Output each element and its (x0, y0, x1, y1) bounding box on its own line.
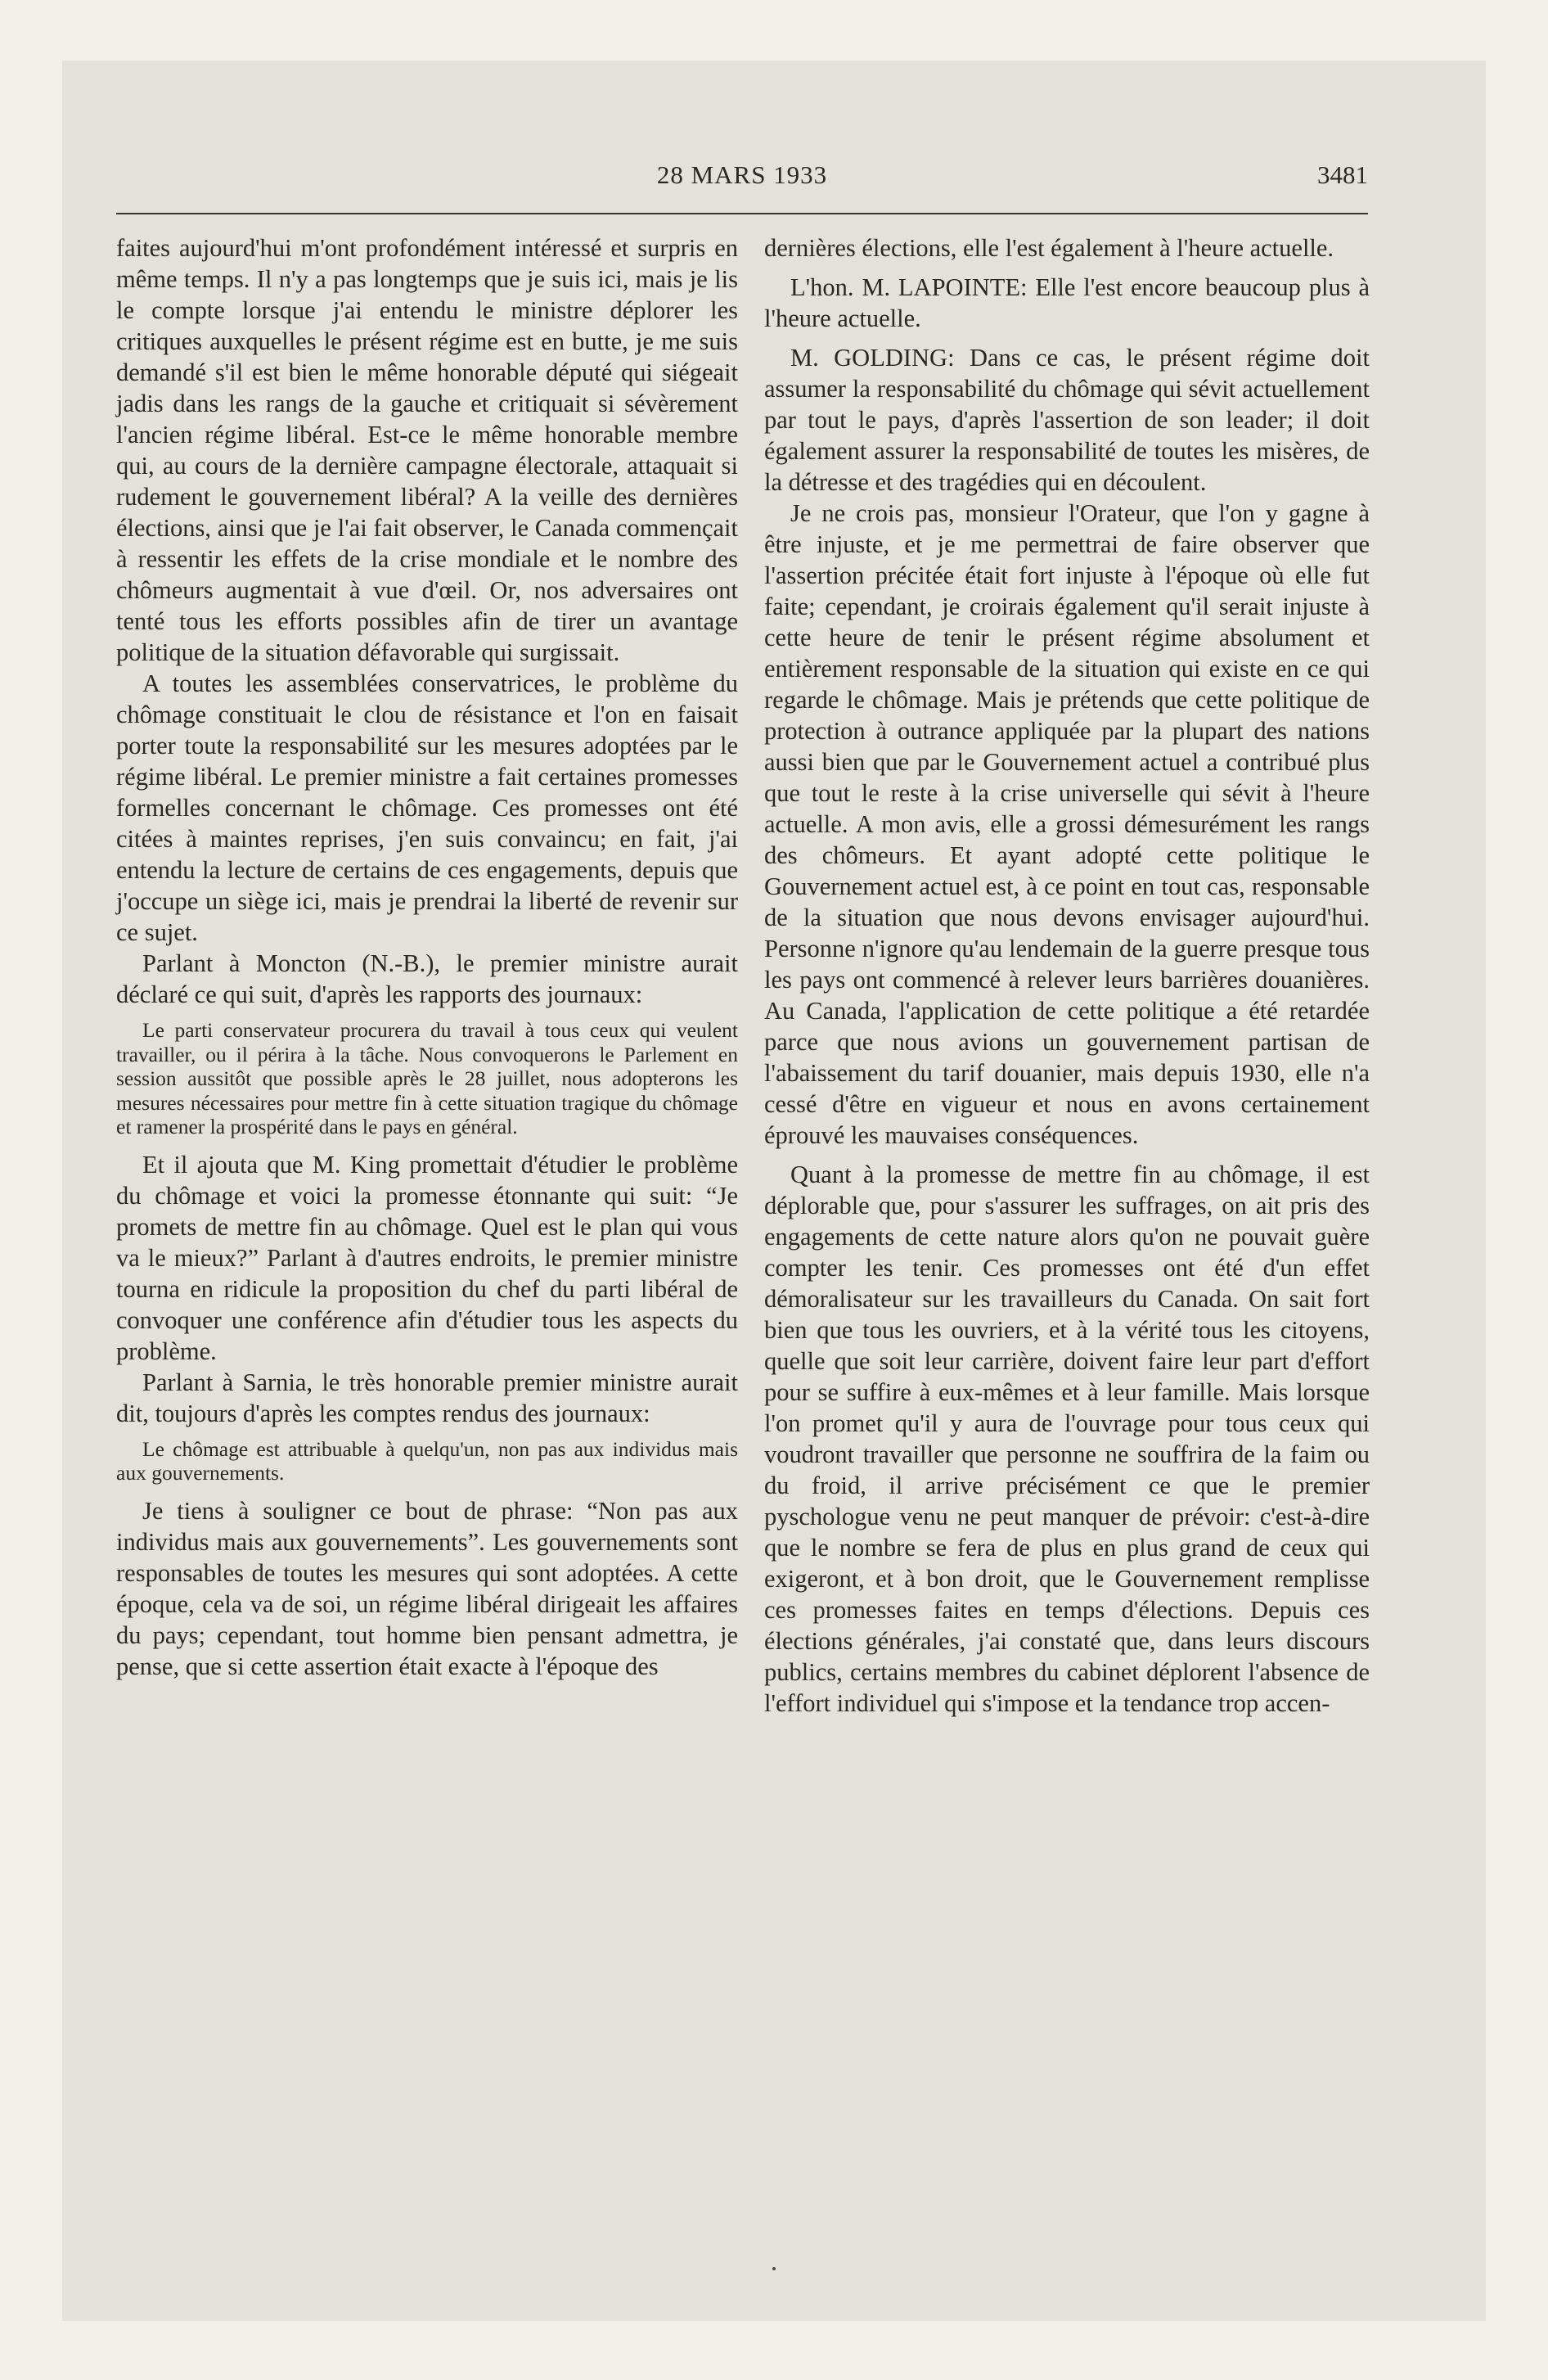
paragraph: Et il ajouta que M. King promettait d'étudier le problème du chômage et voici la promesse étonnante qui suit: “Je promets de mettre fin au chômage. Quel est le plan qui vous va le mieux?” Parlant à d'autres endroits, le premier ministre tourna en ridicule la proposition du chef du parti libéral de convoquer une conférence afin d'étudier tous les aspects du problème. (116, 1150, 738, 1365)
paragraph: L'hon. M. LAPOINTE: Elle l'est encore beaucoup plus à l'heure actuelle. (764, 273, 1370, 332)
page-mark (772, 2267, 776, 2270)
paragraph: M. GOLDING: Dans ce cas, le présent régime doit assumer la responsabilité du chômage qui sévit actuellement par tout le pays, d'après l'assertion de son leader; il doit également assurer la responsabilité de toutes les misères, de la détresse et des tragédies qui en découlent. (764, 344, 1370, 496)
left-column (116, 232, 738, 1682)
header-rule (116, 213, 1368, 214)
paragraph: dernières élections, elle l'est également à l'heure actuelle. (764, 234, 1334, 262)
page-header (116, 160, 1368, 193)
paragraph: Je tiens à souligner ce bout de phrase: “Non pas aux individus mais aux gouvernements”. Les gouvernements sont responsables de toutes les mesures qui sont adoptées. A cette époque, cela va de soi, un régime libéral dirigeait les affaires du pays; cependant, tout homme bien pensant admettra, je pense, que si cette assertion était exacte à l'époque des (116, 1496, 738, 1680)
paragraph: Je ne crois pas, monsieur l'Orateur, que l'on y gagne à être injuste, et je me permettrai de faire observer que l'assertion précitée était fort injuste à l'époque où elle fut faite; cependant, je croirais également qu'il serait injuste à cette heure de tenir le présent régime absolument et entièrement responsable de la situation qui existe en ce qui regarde le chômage. Mais je prétends que cette politique de protection à outrance appliquée par la plupart des nations aussi bien que par le Gouvernement actuel a contribué plus que tout le reste à la crise universelle qui sévit à l'heure actuelle. A mon avis, elle a grossi démesurément les rangs des chômeurs. Et ayant adopté cette politique le Gouvernement actuel est, à ce point en tout cas, responsable de la situation que nous devons envisager aujourd'hui. Personne n'ignore qu'au lendemain de la guerre presque tous les pays ont commencé à relever leurs barrières douanières. Au Canada, l'application de cette politique a été retardée parce que nous avions un gouvernement partisan de l'abaissement du tarif douanier, mais depuis 1930, elle n'a cessé d'être en vigueur et nous en avons certainement éprouvé les mauvaises conséquences. (764, 499, 1370, 1149)
page-number: 3481 (1317, 160, 1368, 189)
paragraph: A toutes les assemblées conservatrices, le problème du chômage constituait le clou de résistance et l'on en faisait porter toute la responsabilité sur les mesures adoptées par le régime libéral. Le premier ministre a fait certaines promesses formelles concernant le chômage. Ces promesses ont été citées à maintes reprises, j'en suis convaincu; en fait, j'ai entendu la lecture de certains de ces engagements, depuis que j'occupe un siège ici, mais je prendrai la liberté de revenir sur ce sujet. (116, 669, 738, 946)
block-quote: Le parti conservateur procurera du travail à tous ceux qui veulent travailler, ou il périra à la tâche. Nous convoquerons le Parlement en session aussitôt que possible après le 28 juillet, nous adopterons les mesures nécessaires pour mettre fin à cette situation tragique du chômage et ramener la prospérité dans le pays en général. (116, 1018, 738, 1138)
paragraph: faites aujourd'hui m'ont profondément intéressé et surpris en même temps. Il n'y a pas longtemps que je suis ici, mais je lis le compte lorsque j'ai entendu le ministre déplorer les critiques auxquelles le présent régime est en butte, je me suis demandé s'il est bien le même honorable député qui siégeait jadis dans les rangs de la gauche et critiquait si sévèrement l'ancien régime libéral. Est-ce le même honorable membre qui, au cours de la dernière campagne électorale, attaquait si rudement le gouvernement libéral? A la veille des dernières élections, ainsi que je l'ai fait observer, le Canada commençait à ressentir les effets de la crise mondiale et le nombre des chômeurs augmentait à vue d'œil. Or, nos adversaires ont tenté tous les efforts possibles afin de tirer un avantage politique de la situation défavorable qui surgissait. (116, 234, 738, 666)
block-quote: Le chômage est attribuable à quelqu'un, non pas aux individus mais aux gouvernements. (116, 1436, 738, 1485)
page-date: 28 MARS 1933 (656, 160, 828, 189)
paragraph: Parlant à Sarnia, le très honorable premier ministre aurait dit, toujours d'après les comptes rendus des journaux: (116, 1368, 738, 1427)
paragraph: Parlant à Moncton (N.-B.), le premier ministre aurait déclaré ce qui suit, d'après les rapports des journaux: (116, 949, 738, 1008)
right-column (764, 232, 1370, 1719)
paragraph: Quant à la promesse de mettre fin au chômage, il est déplorable que, pour s'assurer les suffrages, on ait pris des engagements de cette nature alors qu'on ne pouvait guère compter les tenir. Ces promesses ont été d'un effet démoralisateur sur les travailleurs du Canada. On sait fort bien que tous les ouvriers, et à la vérité tous les citoyens, quelle que soit leur carrière, doivent faire leur part d'effort pour se suffire à eux-mêmes et à leur famille. Mais lorsque l'on promet qu'il y aura de l'ouvrage pour tous ceux qui voudront travailler que personne ne souffrira de la faim ou du froid, il arrive précisément ce que le premier pyschologue venu ne peut manquer de prévoir: c'est-à-dire que le nombre se fera de plus en plus grand de ceux qui exigeront, et à bon droit, que le Gouvernement remplisse ces promesses faites en temps d'élections. Depuis ces élections générales, j'ai constaté que, dans leurs discours publics, certains membres du cabinet déplorent l'absence de l'effort individuel qui s'impose et la tendance trop accen- (764, 1161, 1370, 1717)
